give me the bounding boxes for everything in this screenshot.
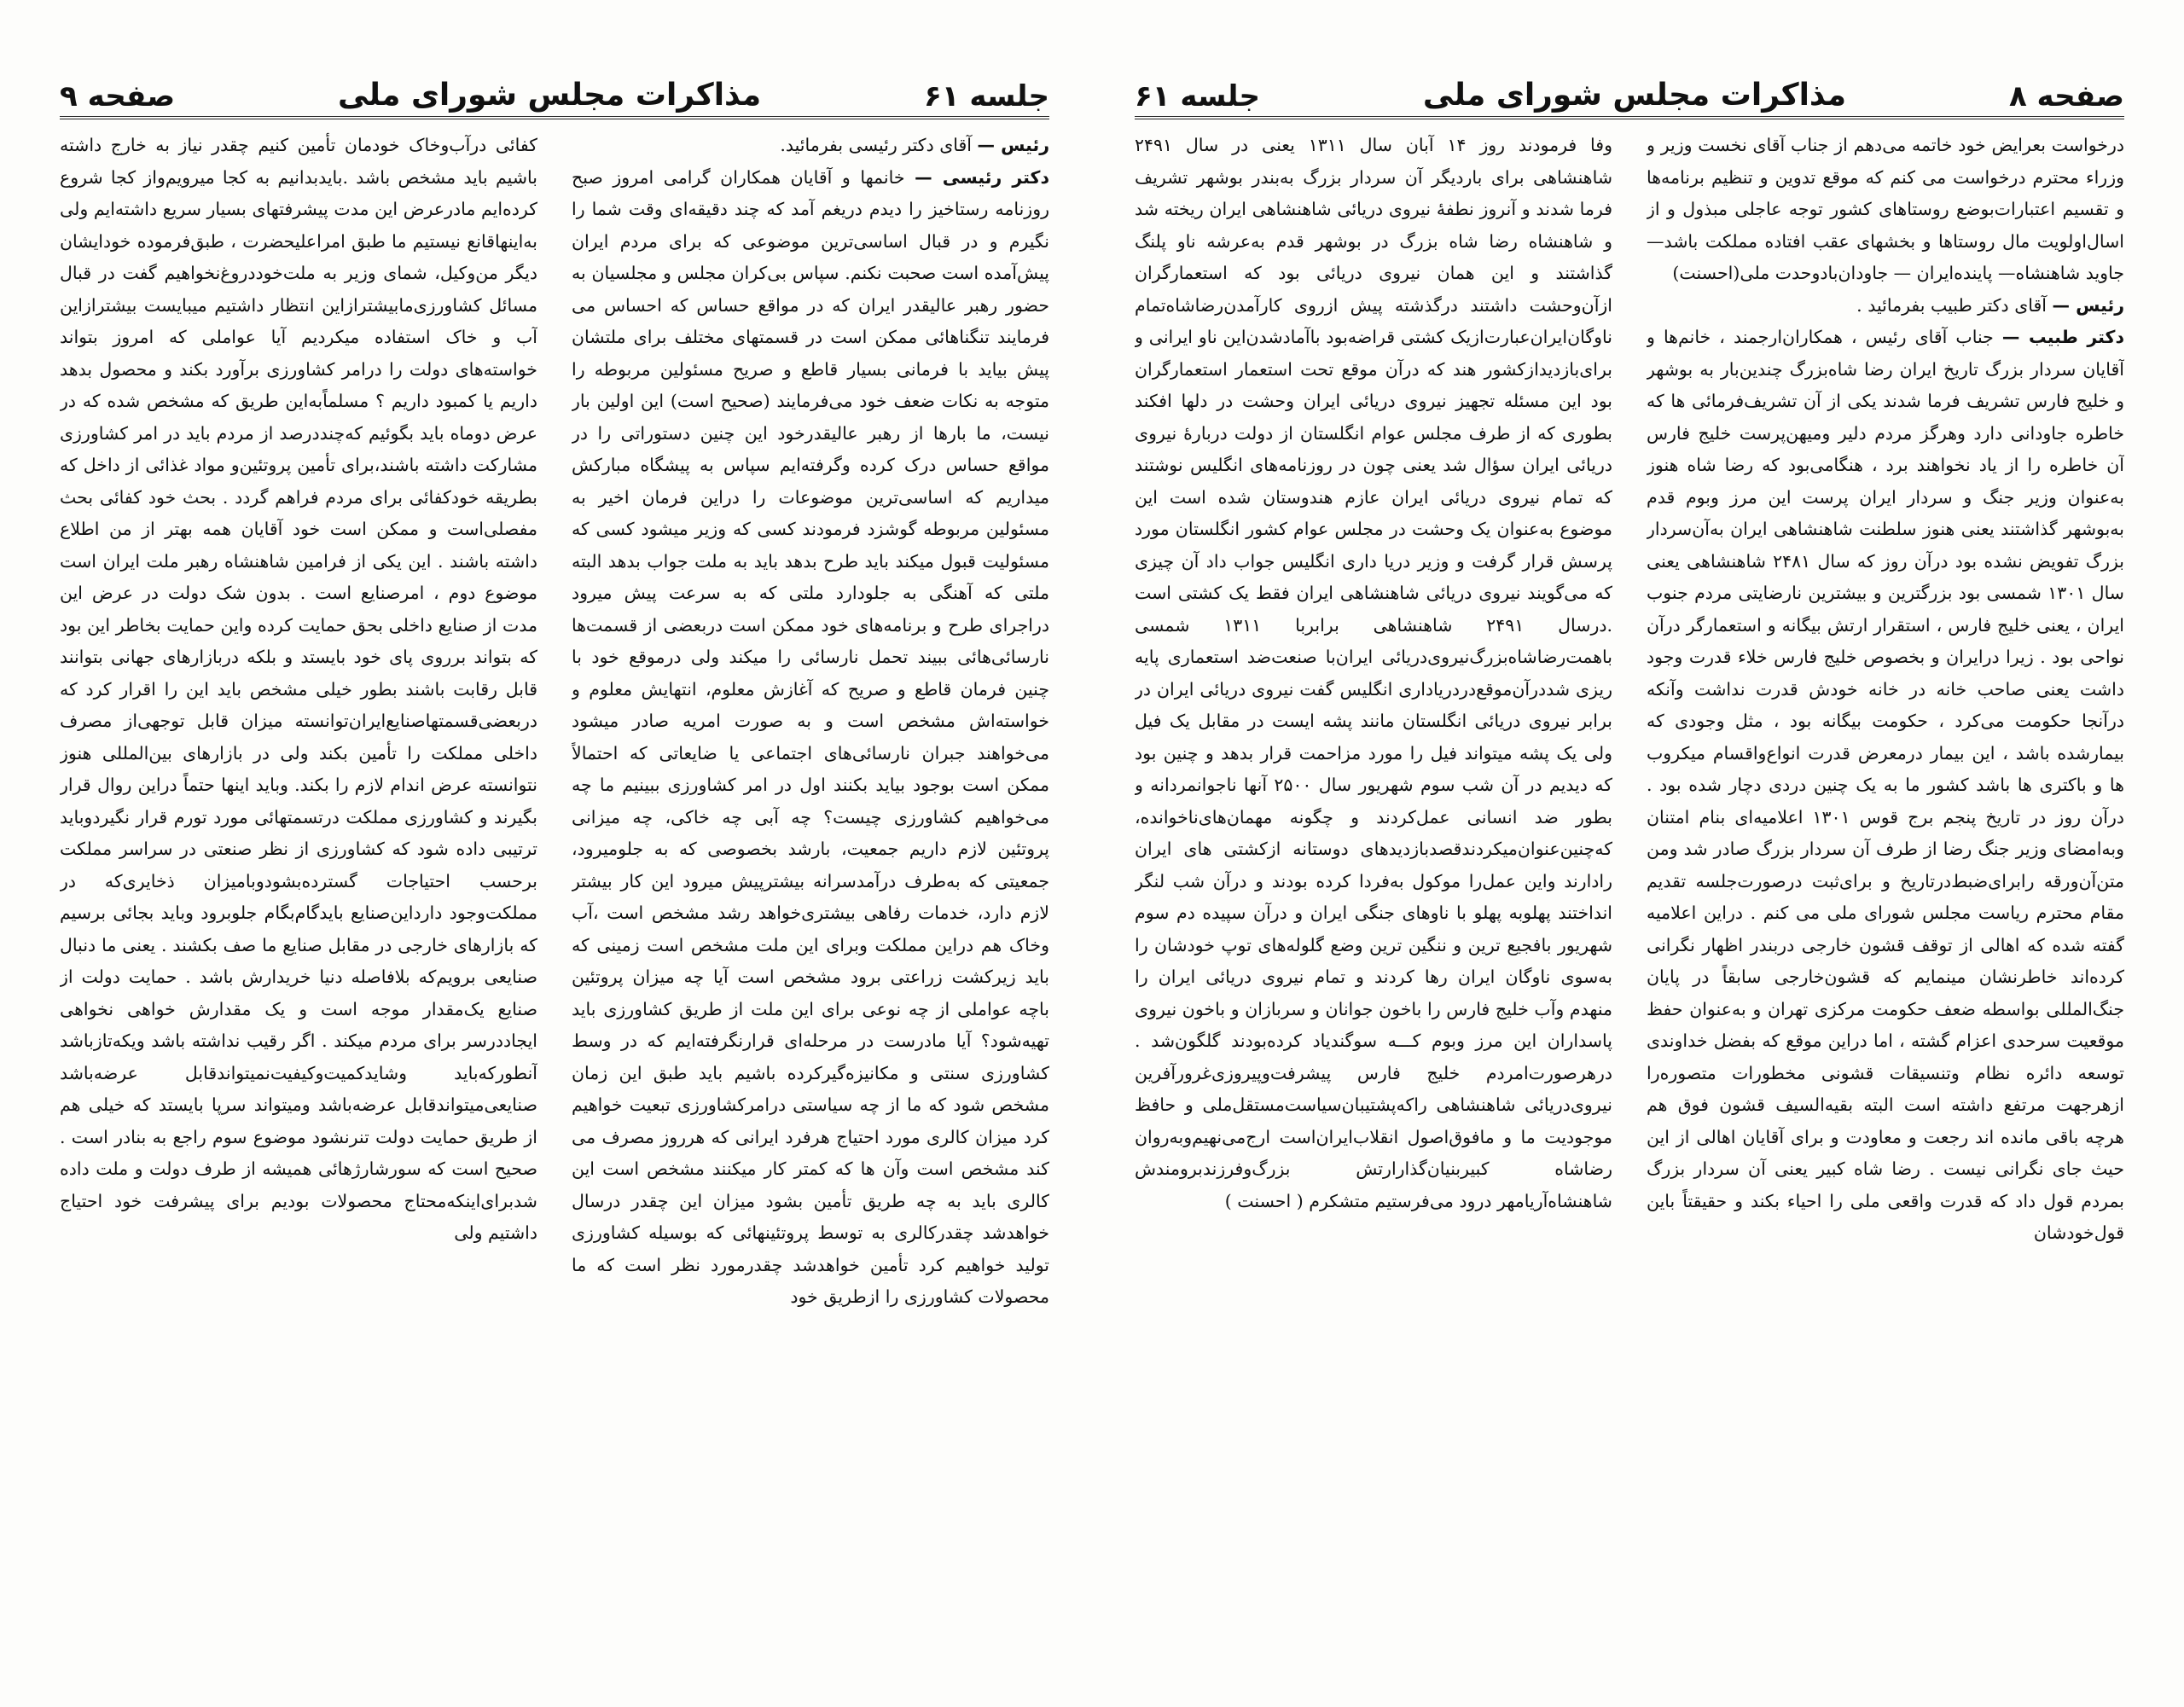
paragraph-text: جناب آقای رئیس ، همکاران‌ارجمند ، خانم‌ها و آقایان سردار بزرگ تاریخ ایران رضا شاه‌بزرگ چندین‌بار به بوشهر و خلیج فارس تشریف فرما شدند یکی از آن تشریف‌فرمائی ها که خاطره جاودانی دارد وهرگز مردم دلیر ومیهن‌پرست خلیج فارس آن خاطره را از یاد نخواهند برد ، هنگامی‌بود که رضا شاه هنوز به‌عنوان وزیر جنگ و سردار ایران پرست این مرز وبوم قدم به‌بوشهر گذاشتند یعنی هنوز سلطنت شاهنشاهی ایران به‌آن‌سردار بزرگ تفویض نشده بود درآن روز که سال ۲۴۸۱ شاهنشاهی یعنی سال ۱۳۰۱ شمسی بود بزرگترین و بیشترین نارضایتی مردم جنوب ایران ، یعنی خلیج فارس ، استقرار ارتش بیگانه و استعمارگر درآن نواحی بود . زیرا درایران و بخصوص خلیج فارس خلاء قدرت وجود داشت یعنی صاحب خانه در خانه خودش قدرت نداشت وآنکه درآنجا حکومت می‌کرد ، حکومت بیگانه بود ، مثل وجودی که بیمارشده باشد ، این بیمار درمعرض قدرت انواع‌واقسام میکروب ها و باکتری ها باشد کشور ما به یک چنین دردی دچار شده بود . درآن روز در تاریخ پنجم برج قوس ۱۳۰۱ اعلامیه‌ای بنام امتنان وبه‌امضای وزیر جنگ رضا از طرف آن سردار بزرگ صادر شد ومن متن‌آن‌ورقه رابرای‌ضبط‌درتاریخ و برای‌ثبت درصورت‌جلسه تقدیم مقام محترم ریاست مجلس شورای ملی می کنم . دراین اعلامیه گفته شده که اهالی از توقف قشون خارجی دربندر اظهار نگرانی کرده‌اند خاطرنشان مینمایم که قشون‌خارجی سابقاً در پایان جنگ‌المللی بواسطه ضعف حکومت مرکزی تهران و به‌عنوان حفظ موقعیت سرحدی اعزام گشته ، اما دراین موقع که بفضل خداوندی توسعه دائره نظام وتنسیقات قشونی مخطورات متصوره‌را ازهرجهت مرتفع داشته است البته بقیه‌السیف قشون فوق هم هرچه باقی مانده اند رجعت و معاودت و برای آقایان اهالی از این حیث جای نگرانی نیست . رضا شاه کبیر یعنی آن سردار بزرگ بمردم قول داد که قدرت واقعی ملی را احیاء بکند و حقیقتاً باین قول‌خودشان xyxy=(1647,327,2124,1243)
paragraph xyxy=(572,130,1049,162)
page-number: صفحه ۸ xyxy=(2008,79,2124,113)
speaker-name: رئیس — xyxy=(2052,294,2124,316)
paragraph xyxy=(1647,322,2124,1250)
paragraph-text: آقای دکتر رئیسی بفرمائید. xyxy=(780,135,978,155)
speaker-name: رئیس — xyxy=(977,135,1049,155)
paragraph-text: خانمها و آقایان همکاران گرامی امروز صبح روزنامه رستاخیز را دیدم دریغم آمد که چند دقیقه‌ای وقت شما را نگیرم و در قبال اساسی‌ترین موضوعی که برای مردم ایران پیش‌آمده است صحبت نکنم. سپاس بی‌کران مجلس و مجلسیان به حضور رهبر عالیقدر ایران که در مواقع حساس که احساس می فرمایند تنگناهائی ممکن است در قسمتهای مختلف برای ملتشان پیش بیاید با فرمانی بسیار قاطع و صریح مسئولین مربوطه را متوجه به نکات ضعف خود می‌فرمایند (صحیح است) این اولین بار نیست، ما بارها از رهبر عالیقدرخود این چنین دستوراتی را در مواقع حساس درک کرده وگرفته‌ایم سپاس به پیشگاه مبارکش میداریم که اساسی‌ترین موضوعات را دراین فرمان اخیر به مسئولین مربوطه گوشزد فرمودند کسی که وزیر میشود کسی که مسئولیت قبول میکند باید طرح بدهد باید به ملت جواب بدهد البته ملتی که آهنگی به جلودارد ملتی که به سرعت پیش میرود دراجرای طرح و برنامه‌های خود ممکن است دربعضی از قسمت‌ها نارسائی‌هائی ببیند تحمل نارسائی را میکند ولی درموقع خود با چنین فرمان قاطع و صریح که آغازش معلوم، انتهایش معلوم و خواسته‌اش مشخص است و به صورت امریه صادر میشود می‌خواهند جبران نارسائی‌های اجتماعی یا ضایعاتی که احتمالاً ممکن است بوجود بیاید بکنند اول در امر کشاورزی ببینیم ما چه می‌خواهیم کشاورزی چیست؟ چه آبی چه خاکی، چه میزانی پروتئین لازم داریم جمعیت، بارشد بخصوصی که به جلومیرود، جمعیتی که به‌طرف درآمدسرانه بیشترپیش میرود این کار بیشتر لازم دارد، خدمات رفاهی بیشتری‌خواهد رشد مشخص است ،آب وخاک هم دراین مملکت وبرای این ملت مشخص است زمینی که باید زیرکشت زراعتی برود مشخص است آیا چه میزان پروتئین باچه عواملی از چه نوعی برای این ملت از طریق کشاورزی باید تهیه‌شود؟ آیا مادرست در مرحله‌ای قرارنگرفته‌ایم که در وسط کشاورزی سنتی و مکانیزه‌گیرکرده باشیم باید طبق این زمان مشخص شود که ما از چه سیاستی درامرکشاورزی تبعیت خواهیم کرد میزان کالری مورد احتیاج هرفرد ایرانی که هرروز مصرف می کند مشخص است وآن ها که کمتر کار میکنند مشخص است این کالری باید به چه طریق تأمین بشود میزان این چقدر درسال خواهدشد چقدرکالری به توسط پروتئینهائی که بوسیله کشاورزی تولید خواهیم کرد تأمین خواهدشد چقدرمورد نظر است که ما محصولات کشاورزی را ازطریق خود xyxy=(572,166,1049,1307)
column-right xyxy=(1647,130,2124,1663)
speaker-name: دکتر طبیب — xyxy=(2001,327,2124,347)
column-right xyxy=(572,130,1049,1663)
paragraph-text: درخواست بعرایض خود خاتمه می‌دهم از جناب آقای نخست وزیر و وزراء محترم درخواست می کنم که موقع تدوین و تنظیم برنامه‌ها و تقسیم اعتبارات‌بوضع روستاهای کشور توجه عاجلی مبذول و از اسال‌اولویت مال روستاها و بخشهای عقب افتاده مملکت باشد—جاوید شاهنشاه— پاینده‌ایران — جاودان‌بادوحدت ملی(احسنت) xyxy=(1647,135,2124,283)
paragraph xyxy=(60,130,537,1250)
paragraph-text: آقای دکتر طبیب بفرمائید . xyxy=(1856,294,2053,316)
page-header xyxy=(60,60,1049,119)
page-title: مذاکرات مجلس شورای ملی xyxy=(338,78,762,113)
session-number: جلسه ۶۱ xyxy=(924,79,1049,113)
speaker-name: دکتر رئیسی — xyxy=(915,166,1049,188)
page-number: صفحه ۹ xyxy=(60,79,176,113)
column-container xyxy=(1135,130,2124,1663)
paragraph xyxy=(1647,290,2124,322)
page-title: مذاکرات مجلس شورای ملی xyxy=(1422,78,1847,113)
paragraph xyxy=(1647,130,2124,290)
paragraph-text: وفا فرمودند روز ۱۴ آبان سال ۱۳۱۱ یعنی در سال ۲۴۹۱ شاهنشاهی برای باردیگر آن سردار بزرگ به‌بندر بوشهر تشریف فرما شدند و آنروز نطفهٔ نیروی دریائی شاهنشاهی ایران ریخته شد و شاهنشاه رضا شاه بزرگ در بوشهر قدم به‌عرشه ناو پلنگ گذاشتند و این همان نیروی دریائی بود که استعمارگران ازآن‌وحشت داشتند درگذشته پیش ازروی کارآمدن‌رضاشاه‌تمام ناوگان‌ایران‌عبارت‌ازیک کشتی قراضه‌بود باآمادشدن‌این ناو ایرانی و برای‌بازدیدازکشور هند که درآن موقع تحت استعمار استعمارگران بود این مسئله تجهیز نیروی دریائی ایران وحشت در دلها افکند بطوری که از طرف مجلس عوام انگلستان از دولت دربارهٔ نیروی دریائی ایران سؤال شد یعنی چون در روزنامه‌های انگلیس نوشتند که تمام نیروی دریائی ایران عازم هندوستان شده است این موضوع به‌عنوان یک وحشت در مجلس عوام کشور انگلستان مورد پرسش قرار گرفت و وزیر دریا داری انگلیس جواب داد آن چیزی که می‌گویند نیروی دریائی شاهنشاهی ایران فقط یک کشتی است .درسال ۲۴۹۱ شاهنشاهی برابربا ۱۳۱۱ شمسی باهمت‌رضاشاه‌بزرگ‌نیروی‌دریائی ایران‌با صنعت‌ضد استعماری پایه ریزی شددرآن‌موقع‌دردریاداری انگلیس گفت نیروی دریائی ایران در برابر نیروی دریائی انگلستان مانند پشه ایست در مقابل یک فیل ولی یک پشه میتواند فیل را مورد مزاحمت قرار بدهد و چنین بود که دیدیم در آن شب سوم شهریور سال ۲۵۰۰ آنها ناجوانمردانه و بطور ضد انسانی عمل‌کردند و چگونه مهمان‌های‌ناخوانده، که‌چنین‌عنوان‌میکردندقصدبازدیدهای دوستانه ازکشتی های ایران رادارند واین عمل‌را موکول به‌فردا کرده بودند و درآن شب لنگر انداختند پهلوبه پهلو با ناوهای جنگی ایران و درآن سپیده دم سوم شهریور بافجیع ترین و ننگین ترین وضع گلوله‌های توپ خودشان را به‌سوی ناوگان ایران رها کردند و تمام نیروی دریائی ایران را منهدم وآب خلیج فارس را باخون جوانان و سربازان و باخون نیروی پاسداران این مرز وبوم کـــه سوگندیاد کرده‌بودند گلگون‌شد . درهرصورت‌امردم خلیج فارس پیشرفت‌وپیروزی‌غرورآفرین نیروی‌دریائی شاهنشاهی راکه‌پشتیبان‌سیاست‌مستقل‌ملی و حافظ موجودیت ما و مافوق‌اصول انقلاب‌ایران‌است ارج‌می‌نهیم‌وبه‌روان رضاشاه کبیربنیان‌گذارارتش بزرگ‌وفرزندبرومندش شاهنشاه‌آریامهر درود می‌فرستیم متشکرم ( احسنت ) xyxy=(1135,135,1612,1211)
column-left xyxy=(1135,130,1612,1663)
paragraph-text: کفائی درآب‌وخاک خودمان تأمین کنیم چقدر نیاز به خارج داشته باشیم باید مشخص باشد .بایدبدانیم به کجا میرویم‌واز کجا شروع کرده‌ایم مادرعرض این مدت پیشرفتهای بسیار سریع داشته‌ایم ولی به‌اینهاقانع نیستیم ما طبق امراعلیحضرت ، طبق‌فرموده خودایشان دیگر من‌وکیل، شمای وزیر به ملت‌خوددروغ‌نخواهیم گفت در قبال مسائل کشاورزی‌مابیشترازاین انتظار داشتیم میبایست بیشترازاین آب و خاک استفاده میکردیم آیا عواملی که امروز بتواند خواسته‌های دولت را درامر کشاورزی برآورد بکند و محصول بدهد داریم یا کمبود داریم ؟ مسلماًبه‌این طریق که مشخص شده که در عرض دوماه باید بگوئیم که‌چنددرصد از مردم باید در امر کشاورزی مشارکت داشته باشند،برای تأمین پروتئین‌و مواد غذائی از داخل که بطریقه خودکفائی برای مردم فراهم گردد . بحث خود کفائی بحث مفصلی‌است و ممکن است خود آقایان همه بهتر از من اطلاع داشته باشند . این یکی از فرامین شاهنشاه رهبر ملت ایران است موضوع دوم ، امرصنایع است . بدون شک دولت در عرض این مدت از صنایع داخلی بحق حمایت کرده واین حمایت بخاطر این بود که بتواند برروی پای خود بایستد و بلکه دربازارهای جهانی بتوانند قابل رقابت باشند بطور خیلی مشخص باید این را اقرار کرد که دربعضی‌قسمتهاصنایع‌ایران‌توانسته میزان قابل توجهی‌از مصرف داخلی مملکت را تأمین بکند ولی در بازارهای بین‌المللی هنوز نتوانسته عرض اندام لازم را بکند. وباید اینها حتماً دراین روال قرار بگیرند و کشاورزی مملکت درتسمتهائی مورد تورم قرار نگیردوباید ترتیبی داده شود که کشاورزی از نظر صنعتی در سراسر مملکت برحسب احتیاجات گسترده‌بشودو‌بامیزان ذخایری‌که در مملکت‌وجود دارداین‌صنایع بایدگام‌بگام جلوبرود وباید بجائی برسیم که بازارهای خارجی در مقابل صنایع ما صف بکشند . یعنی ما دنبال صنایعی برویم‌که بلافاصله دنیا خریدارش باشد . حمایت دولت از صنایع یک‌مقدار موجه است و یک مقدارش خواهی نخواهی ایجاددرسر برای مردم میکند . اگر رقیب نداشته باشد ویکه‌تازباشد آنطورکه‌باید وشاید‌کمیت‌وکیفیت‌نمیتواندقابل عرضه‌باشد صنایعی‌میتواندقابل عرضه‌باشد ومیتواند سرپا بایستد که خیلی هم از طریق حمایت دولت تنرنشود موضوع سوم راجع به بنادر است . صحیح است که سورشارژهائی همیشه از طرف دولت و ملت داده شدبرای‌اینکه‌محتاج محصولات بودیم برای پیشرفت خود احتیاج داشتیم ولی xyxy=(60,135,537,1243)
page-8 xyxy=(1135,60,2124,1663)
page-9 xyxy=(60,60,1049,1663)
paragraph xyxy=(572,162,1049,1314)
paragraph xyxy=(1135,130,1612,1217)
session-number: جلسه ۶۱ xyxy=(1135,79,1260,113)
column-container xyxy=(60,130,1049,1663)
page-header xyxy=(1135,60,2124,119)
column-left xyxy=(60,130,537,1663)
